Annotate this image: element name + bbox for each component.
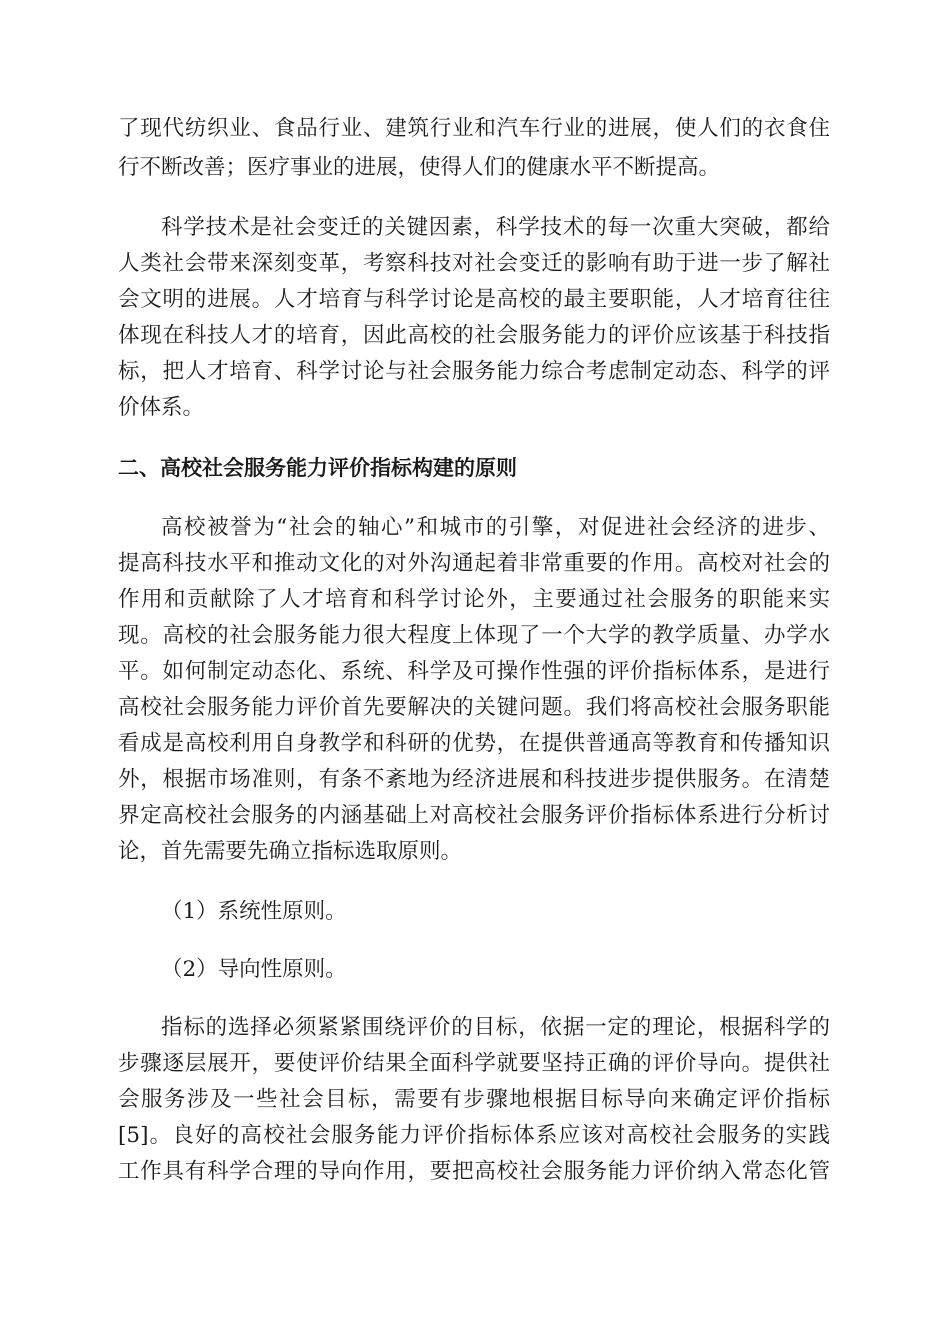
paragraph-line: 论，首先需要先确立指标选取原则。 — [118, 839, 463, 864]
paragraph-line: 会文明的进展。人才培育与科学讨论是高校的最主要职能，人才培育往往 — [118, 287, 830, 312]
paragraph-line: 行不断改善；医疗事业的进展，使得人们的健康水平不断提高。 — [118, 155, 721, 180]
list-item: （1）系统性原则。 — [161, 899, 347, 924]
paragraph-line: 看成是高校利用自身教学和科研的优势，在提供普通高等教育和传播知识 — [118, 731, 830, 756]
paragraph-line: [5]。良好的高校社会服务能力评价指标体系应该对高校社会服务的实践 — [118, 1123, 830, 1148]
paragraph-line: 平。如何制定动态化、系统、科学及可操作性强的评价指标体系，是进行 — [118, 659, 830, 684]
paragraph-line: 体现在科技人才的培育，因此高校的社会服务能力的评价应该基于科技指 — [118, 323, 830, 348]
paragraph-line: 提高科技水平和推动文化的对外沟通起着非常重要的作用。高校对社会的 — [118, 551, 830, 576]
paragraph-line: 价体系。 — [118, 395, 205, 420]
paragraph-line: 外，根据市场准则，有条不紊地为经济进展和科技进步提供服务。在清楚 — [118, 767, 830, 792]
list-item: （2）导向性原则。 — [161, 957, 347, 982]
paragraph-line: 现。高校的社会服务能力很大程度上体现了一个大学的教学质量、办学水 — [118, 623, 830, 648]
paragraph-line: 作用和贡献除了人才培育和科学讨论外，主要通过社会服务的职能来实 — [118, 587, 830, 612]
paragraph-line: 人类社会带来深刻变革，考察科技对社会变迁的影响有助于进一步了解社 — [118, 251, 830, 276]
paragraph-line: 高校社会服务能力评价首先要解决的关键问题。我们将高校社会服务职能 — [118, 695, 830, 720]
paragraph-line: 指标的选择必须紧紧围绕评价的目标，依据一定的理论，根据科学的 — [161, 1015, 830, 1040]
paragraph-line: 了现代纺织业、食品行业、建筑行业和汽车行业的进展，使人们的衣食住 — [118, 116, 830, 141]
paragraph-line: 科学技术是社会变迁的关键因素，科学技术的每一次重大突破，都给 — [161, 215, 830, 240]
paragraph-line: 会服务涉及一些社会目标，需要有步骤地根据目标导向来确定评价指标 — [118, 1087, 830, 1112]
paragraph-line: 界定高校社会服务的内涵基础上对高校社会服务评价指标体系进行分析讨 — [118, 803, 830, 828]
paragraph-line: 高校被誉为“社会的轴心”和城市的引擎，对促进社会经济的进步、 — [161, 515, 830, 540]
paragraph-line: 工作具有科学合理的导向作用，要把高校社会服务能力评价纳入常态化管 — [118, 1159, 830, 1184]
paragraph-line: 步骤逐层展开，要使评价结果全面科学就要坚持正确的评价导向。提供社 — [118, 1051, 830, 1076]
paragraph-line: 标，把人才培育、科学讨论与社会服务能力综合考虑制定动态、科学的评 — [118, 359, 830, 384]
section-heading: 二、高校社会服务能力评价指标构建的原则 — [118, 456, 517, 480]
